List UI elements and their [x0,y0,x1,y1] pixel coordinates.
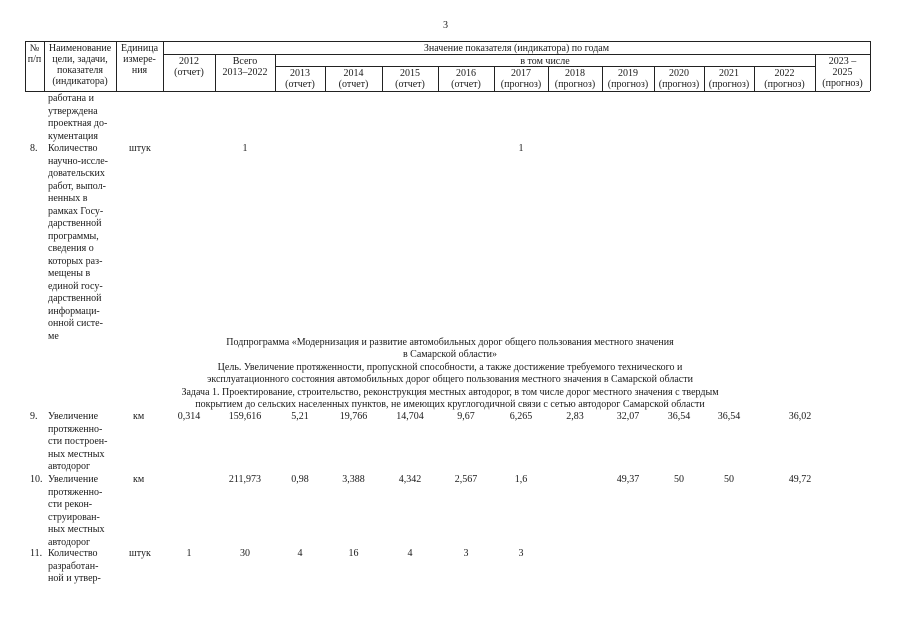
header-2023-2025: 2023 – 2025 (прогноз) [822,56,863,89]
row-2013: 4 [297,548,303,559]
header-including: в том числе [520,56,570,67]
row-2016: 9,67 [457,411,475,422]
row-2017: 6,265 [509,411,533,422]
row-2014: 16 [348,548,359,559]
row-name: Увеличение протяженно- сти построен- ных местных автодорог [48,411,108,472]
row-number: 11. [30,548,43,559]
subprogram-title-line2: в Самарской области» [402,349,498,360]
row-unit: км [133,474,145,485]
header-2018: 2018 (прогноз) [554,68,596,90]
continued-row-text: работана и утверждена проектная до- кументация [48,93,108,142]
row-name: Количество научно-иссле- довательских работ, выпол- ненных в рамках Госу- дарственной программы, сведения о которых раз- мещены в единой госу- дарственной информаци- онной систе- ме [48,143,108,342]
row-number: 9. [30,411,38,422]
row-name: Увеличение протяженно- сти рекон- струирован- ных местных автодорог [48,474,105,548]
row-2016: 3 [463,548,469,559]
subprogram-goal-line1: Цель. Увеличение протяженности, пропускной способности, а также достижение требуемого технического и [217,362,683,373]
header-2019: 2019 (прогноз) [607,68,649,90]
header-name: Наименование цели, задачи, показателя (индикатора) [48,43,112,87]
row-number: 8. [30,143,38,154]
row-2019: 32,07 [616,411,640,422]
header-2012: 2012 (отчет) [174,56,204,78]
subprogram-goal-line2: эксплуатационного состояния автомобильных дорог общего пользования местного значения в Самарской области [207,374,693,385]
header-2016: 2016 (отчет) [451,68,481,90]
row-2014: 19,766 [339,411,368,422]
row-2018: 2,83 [566,411,584,422]
row-2020: 50 [674,474,684,485]
row-2014: 3,388 [342,474,365,485]
row-number: 10. [30,474,43,485]
row-name: Количество разработан- ной и утвер- [48,548,101,584]
row-2019: 49,37 [616,474,640,485]
row-2021: 36,54 [717,411,741,422]
page-number: 3 [443,20,448,31]
row-2017: 1,6 [514,474,528,485]
subprogram-task-line1: Задача 1. Проектирование, строительство, реконструкция местных автодорог, в том числе дорог местного значения с твердым [181,387,719,398]
header-unit: Единица измере- ния [120,43,159,76]
row-unit: штук [129,143,151,154]
header-group-title: Значение показателя (индикатора) по годам [423,43,610,54]
row-2015: 4 [407,548,413,559]
header-2017: 2017 (прогноз) [500,68,542,90]
row-2015: 4,342 [398,474,422,485]
row-2012: 1 [186,548,192,559]
row-2023-2025: 49,72 [788,474,812,485]
row-unit: штук [129,548,151,559]
row-2017: 1 [518,143,524,154]
row-2013: 0,98 [291,474,309,485]
row-2013: 5,21 [291,411,309,422]
row-total: 159,616 [228,411,262,422]
header-num: № п/п [27,43,42,65]
row-2016: 2,567 [454,474,478,485]
header-2015: 2015 (отчет) [395,68,425,90]
row-2012: 0,314 [177,411,201,422]
row-2017: 3 [518,548,524,559]
header-total: Всего 2013–2022 [222,56,268,78]
row-total: 211,973 [228,474,262,485]
row-2020: 36,54 [667,411,691,422]
header-2013: 2013 (отчет) [285,68,315,90]
header-2014: 2014 (отчет) [338,68,369,90]
header-2021: 2021 (прогноз) [708,68,750,90]
row-2015: 14,704 [396,411,424,422]
row-unit: км [133,411,145,422]
header-2022: 2022 (прогноз) [764,68,805,90]
row-total: 30 [240,548,250,559]
subprogram-title-line1: Подпрограмма «Модернизация и развитие автомобильных дорог общего пользования местного значения [226,337,674,348]
row-2021: 50 [724,474,734,485]
subprogram-task-line2: покрытием до сельских населенных пунктов, не имеющих круглогодичной связи с сетью автодорог Самарской области [195,399,705,410]
header-2020: 2020 (прогноз) [658,68,700,90]
row-total: 1 [242,143,248,154]
row-2023-2025: 36,02 [788,411,812,422]
